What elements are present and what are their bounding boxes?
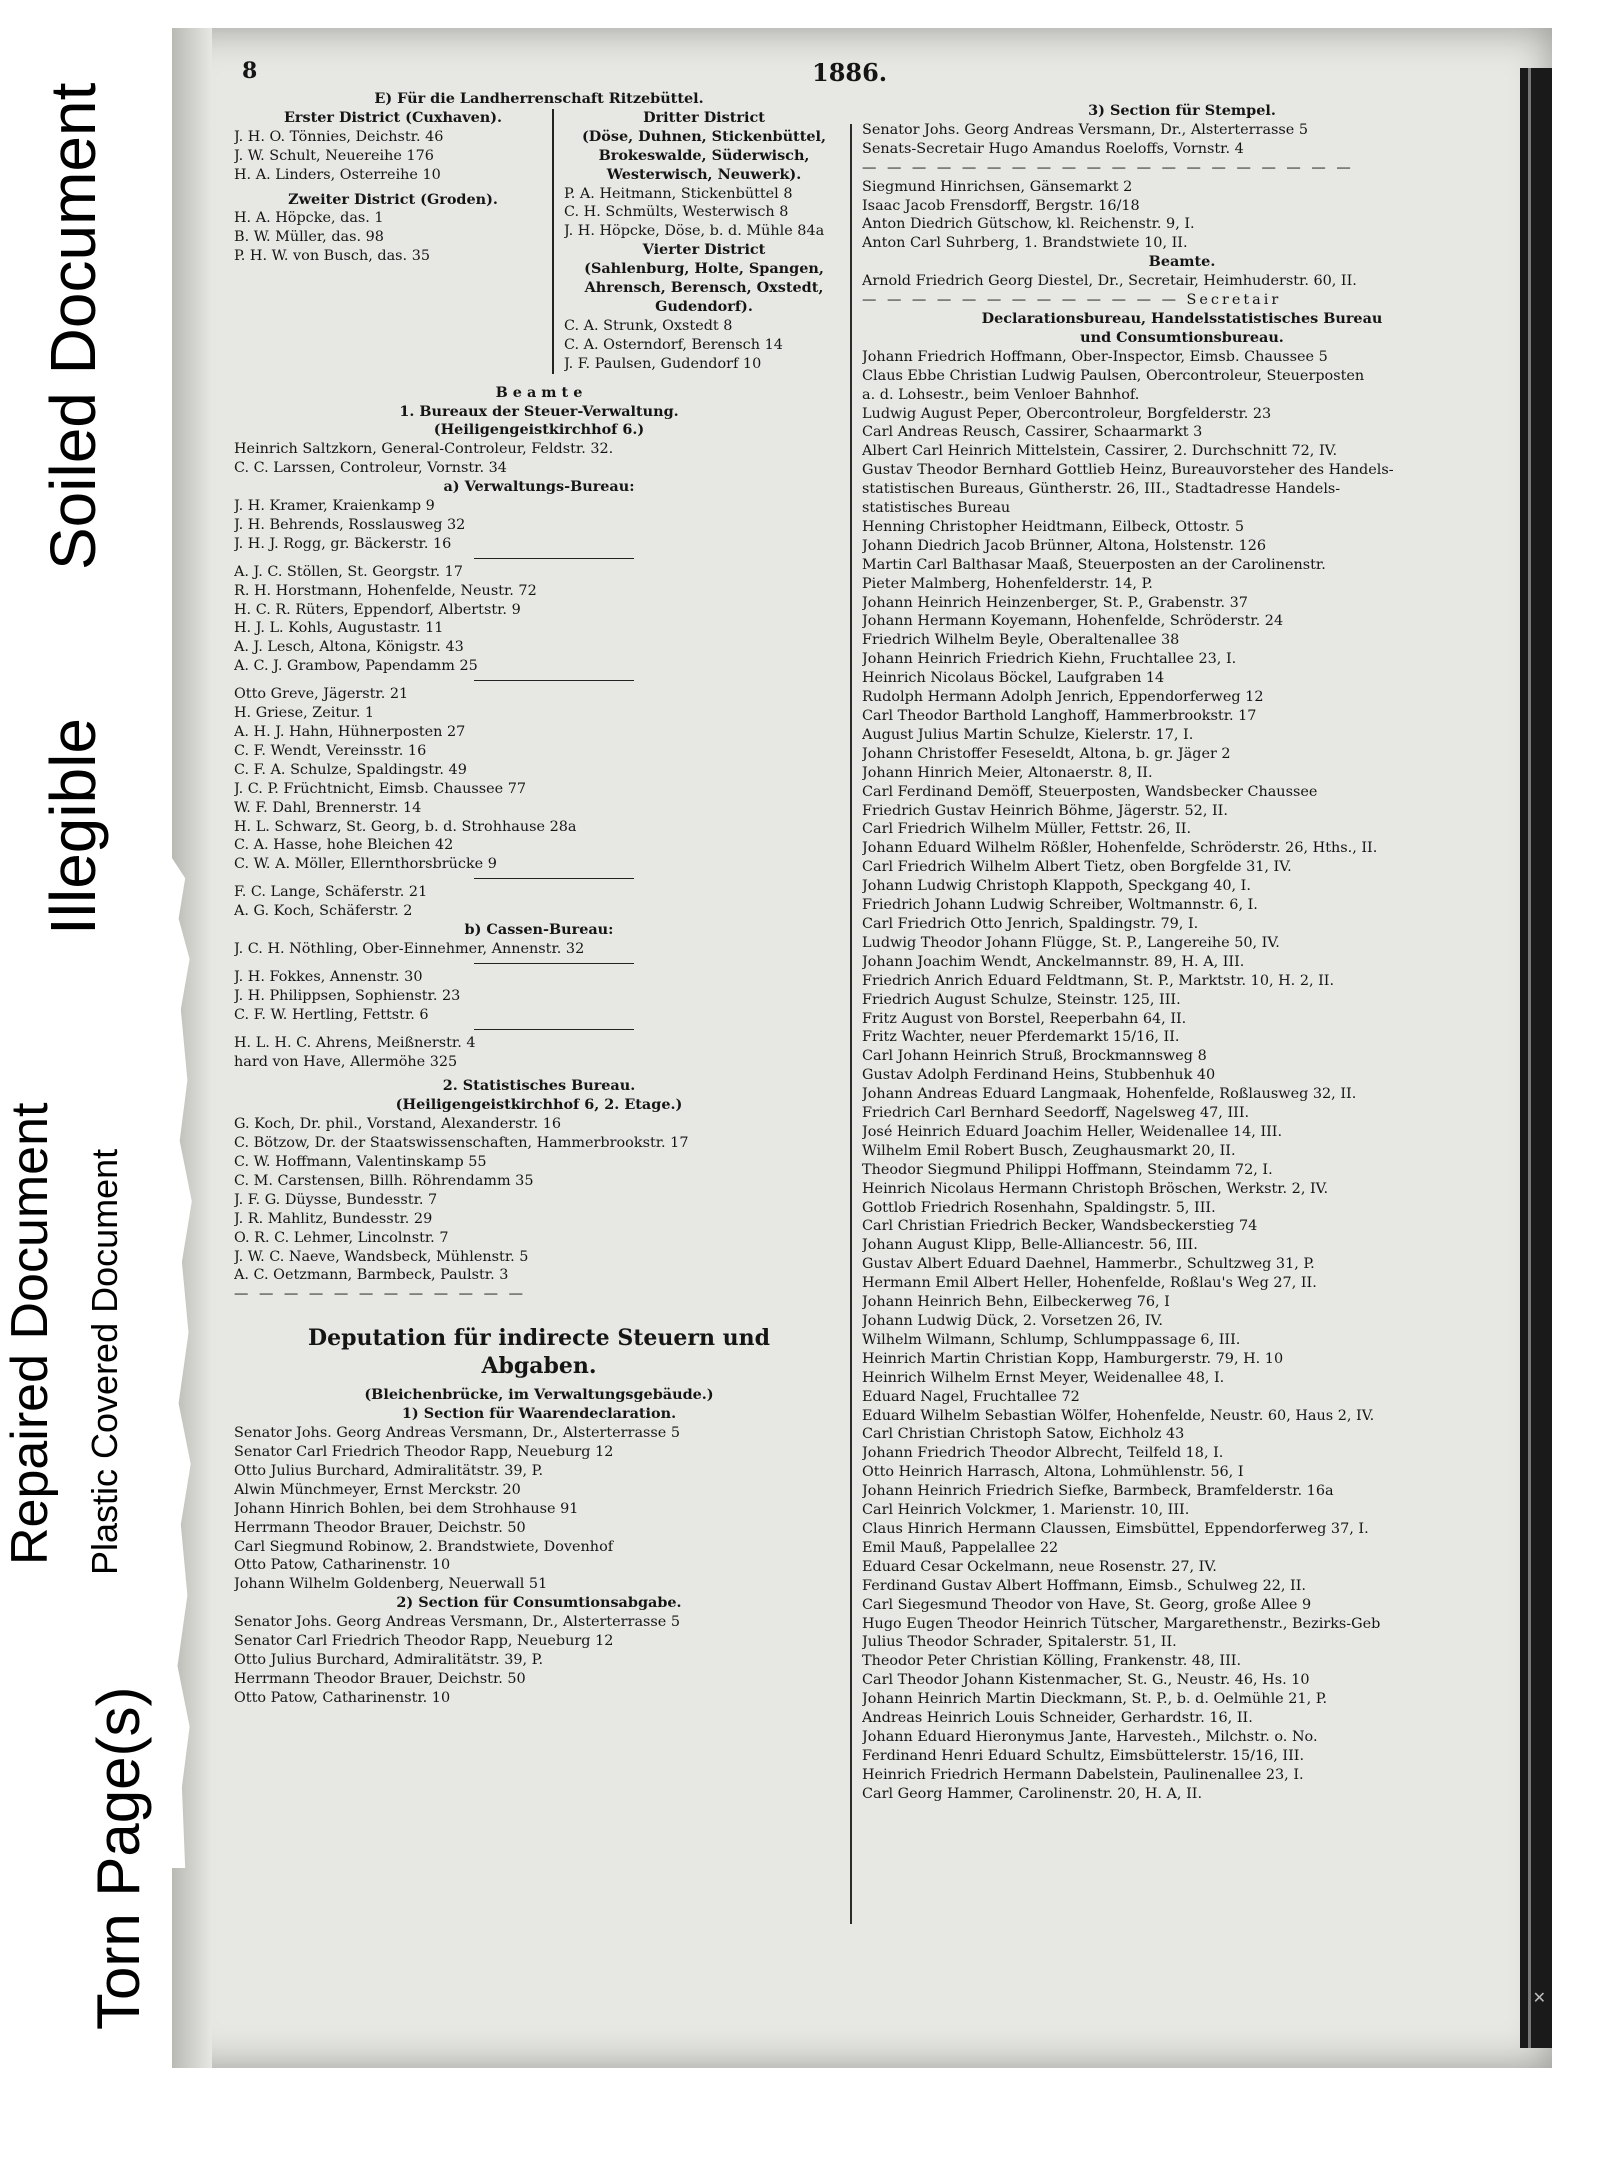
official-list (234, 497, 844, 554)
entry-line: Friedrich August Schulze, Steinstr. 125, III. (862, 991, 1181, 1008)
entry-line: Gustav Adolph Ferdinand Heins, Stubbenhuk 40 (862, 1067, 1216, 1084)
entry-line: Fritz Wachter, neuer Pferdemarkt 15/16, II. (862, 1029, 1180, 1046)
divider (474, 963, 634, 964)
deputation-heading-cont: Abgaben. (481, 1353, 597, 1380)
bureau-heading-cont: und Consumtionsbureau. (1080, 328, 1284, 346)
official-list (862, 348, 1502, 1804)
label-illegible: Illegible (37, 717, 109, 935)
entry-line: J. C. H. Nöthling, Ober-Einnehmer, Annenstr. 32 (234, 940, 585, 957)
entry-line: H. L. H. C. Ahrens, Meißnerstr. 4 (234, 1034, 476, 1051)
entry-line: Anton Diedrich Gütschow, kl. Reichenstr. 9, I. (862, 216, 1195, 233)
entry-line: Gustav Albert Eduard Daehnel, Hammerbr., Schultzweg 31, P. (862, 1256, 1315, 1273)
district-list (234, 209, 552, 266)
section-title: 1) Section für Waarendeclaration. (401, 1405, 677, 1423)
entry-line: Johann Heinrich Martin Dieckmann, St. P., b. d. Oelmühle 21, P. (862, 1691, 1328, 1708)
entry-line: C. A. Hasse, hohe Bleichen 42 (234, 837, 454, 854)
entry-line: A. H. J. Hahn, Hühnerposten 27 (234, 724, 466, 740)
member-list (234, 1424, 844, 1594)
entry-line: Herrmann Theodor Brauer, Deichstr. 50 (234, 1670, 526, 1687)
entry-line: J. C. P. Früchtnicht, Eimsb. Chaussee 77 (234, 780, 527, 797)
entry-line: Heinrich Nicolaus Böckel, Laufgraben 14 (862, 670, 1165, 687)
label-plastic-covered-document: Plastic Covered Document (84, 1148, 125, 1575)
entry-line: J. H. Philippsen, Sophienstr. 23 (234, 987, 461, 1004)
district-subtitle: Brokeswalde, Süderwisch, (598, 146, 810, 164)
entry-line: Wilhelm Emil Robert Busch, Zeughausmarkt 20, II. (862, 1142, 1236, 1159)
entry-line: A. J. Lesch, Altona, Königstr. 43 (234, 639, 464, 656)
entry-line: Carl Theodor Johann Kistenmacher, St. G., Neustr. 46, Hs. 10 (862, 1672, 1310, 1689)
entry-line: H. A. Höpcke, das. 1 (234, 210, 384, 227)
entry-line: A. J. C. Stöllen, St. Georgstr. 17 (234, 563, 463, 580)
deputation-heading: Deputation für indirecte Steuern und (308, 1325, 770, 1352)
official-list (862, 272, 1502, 291)
page-year: 1886. (812, 58, 888, 87)
entry-line: Johann Andreas Eduard Langmaak, Hohenfelde, Roßlausweg 32, II. (862, 1086, 1357, 1103)
entry-line: Johann Eduard Wilhelm Rößler, Hohenfelde, Schröderstr. 26, Hths., II. (862, 840, 1378, 857)
entry-line: Julius Theodor Schrader, Spitalerstr. 51, II. (862, 1634, 1177, 1651)
entry-line: Carl Friedrich Wilhelm Müller, Fettstr. 26, II. (862, 821, 1192, 838)
column-divider (850, 124, 852, 1924)
entry-line: Senator Johs. Georg Andreas Versmann, Dr., Alsterterrasse 5 (234, 1614, 681, 1631)
bureau-address: (Heiligengeistkirchhof 6, 2. Etage.) (395, 1096, 683, 1114)
entry-line: Friedrich Johann Ludwig Schreiber, Woltmannstr. 6, I. (862, 897, 1258, 914)
divider (474, 680, 634, 681)
right-column (862, 102, 1502, 1804)
entry-line: Johann Hermann Koyemann, Hohenfelde, Schröderstr. 24 (862, 613, 1284, 630)
entry-line: C. H. Schmülts, Westerwisch 8 (564, 204, 789, 221)
entry-line: A. G. Koch, Schäferstr. 2 (234, 903, 413, 920)
member-list (862, 121, 1502, 159)
entry-line: Friedrich Carl Bernhard Seedorff, Nagelsweg 47, III. (862, 1105, 1250, 1122)
entry-line: A. C. Oetzmann, Barmbeck, Paulstr. 3 (234, 1267, 509, 1284)
entry-line: Fritz August von Borstel, Reeperbahn 64, II. (862, 1010, 1187, 1027)
entry-line: Anton Carl Suhrberg, 1. Brandstwiete 10, II. (862, 235, 1188, 252)
entry-line: Johann Heinrich Behn, Eilbeckerweg 76, I (862, 1294, 1170, 1311)
entry-line: Heinrich Friedrich Hermann Dabelstein, Paulinenallee 23, I. (862, 1766, 1304, 1783)
entry-line: a. d. Lohsestr., beim Venloer Bahnhof. (862, 386, 1140, 403)
entry-line: Albert Carl Heinrich Mittelstein, Cassirer, 2. Durchschnitt 72, IV. (862, 443, 1338, 460)
entry-line: Siegmund Hinrichsen, Gänsemarkt 2 (862, 178, 1133, 195)
bureau-heading: 2. Statistisches Bureau. (442, 1077, 636, 1095)
subsection-heading: b) Cassen-Bureau: (464, 921, 614, 939)
entry-line: Carl Siegesmund Theodor von Have, St. Georg, große Allee 9 (862, 1596, 1312, 1613)
entry-line: Heinrich Martin Christian Kopp, Hamburgerstr. 79, H. 10 (862, 1350, 1284, 1367)
entry-line: Johann Friedrich Hoffmann, Ober-Inspector, Eimsb. Chaussee 5 (862, 348, 1328, 365)
district-subtitle: (Sahlenburg, Holte, Spangen, (584, 260, 824, 278)
entry-line: Carl Christian Friedrich Becker, Wandsbeckerstieg 74 (862, 1218, 1258, 1235)
entry-line: A. C. J. Grambow, Papendamm 25 (234, 658, 478, 675)
entry-line: Arnold Friedrich Georg Diestel, Dr., Secretair, Heimhuderstr. 60, II. (862, 273, 1357, 290)
entry-line: Friedrich Gustav Heinrich Böhme, Jägerstr. 52, II. (862, 802, 1228, 819)
entry-line: Johann Diedrich Jacob Brünner, Altona, Holstenstr. 126 (862, 537, 1267, 554)
entry-line: C. F. A. Schulze, Spaldingstr. 49 (234, 761, 467, 778)
secretair-line: — — — — — — — — — — — — — Secretair (862, 292, 1282, 309)
divider (474, 1029, 634, 1030)
entry-line: Johann Hinrich Bohlen, bei dem Strohhause 91 (234, 1500, 579, 1517)
entry-line: Otto Julius Burchard, Admiralitätstr. 39, P. (234, 1462, 544, 1479)
entry-line: J. W. Schult, Neuereihe 176 (234, 147, 434, 164)
entry-line: Johann Wilhelm Goldenberg, Neuerwall 51 (234, 1576, 548, 1593)
entry-line: G. Koch, Dr. phil., Vorstand, Alexanderstr. 16 (234, 1116, 562, 1133)
entry-line: C. F. Wendt, Vereinsstr. 16 (234, 742, 427, 759)
label-soiled-document: Soiled Document (37, 82, 109, 570)
entry-line: Carl Andreas Reusch, Cassirer, Schaarmarkt 3 (862, 424, 1203, 441)
deputation-address: (Bleichenbrücke, im Verwaltungsgebäude.) (364, 1386, 714, 1404)
entry-line: C. M. Carstensen, Billh. Röhrendamm 35 (234, 1172, 534, 1189)
entry-line: Eduard Wilhelm Sebastian Wölfer, Hohenfelde, Neustr. 60, Haus 2, IV. (862, 1407, 1375, 1424)
entry-line: Johann August Klipp, Belle-Alliancestr. 56, III. (862, 1237, 1198, 1254)
entry-line: J. H. O. Tönnies, Deichstr. 46 (234, 128, 444, 145)
entry-line: Hugo Eugen Theodor Heinrich Tütscher, Margarethenstr., Bezirks-Geb (862, 1615, 1381, 1632)
entry-line: H. Griese, Zeitur. 1 (234, 705, 375, 722)
district-title: Zweiter District (Groden). (288, 190, 498, 208)
district-title: Dritter District (643, 108, 765, 126)
entry-line: Johann Eduard Hieronymus Jante, Harvesteh., Milchstr. o. No. (862, 1728, 1318, 1745)
entry-line: Theodor Siegmund Philippi Hoffmann, Steindamm 72, I. (862, 1161, 1273, 1178)
entry-line: Carl Friedrich Wilhelm Albert Tietz, oben Borgfelde 31, IV. (862, 859, 1292, 876)
entry-line: Theodor Peter Christian Kölling, Frankenstr. 48, III. (862, 1653, 1242, 1670)
entry-line: J. R. Mahlitz, Bundesstr. 29 (234, 1210, 433, 1227)
scanned-page (172, 28, 1552, 2068)
entry-line: Carl Christian Christoph Satow, Eichholz 43 (862, 1426, 1185, 1443)
entry-line: Ferdinand Gustav Albert Hoffmann, Eimsb., Schulweg 22, II. (862, 1577, 1306, 1594)
official-list (234, 940, 844, 959)
official-list (234, 968, 844, 1025)
label-repaired-document: Repaired Document (1, 1102, 59, 1565)
entry-line: Johann Hinrich Meier, Altonaerstr. 8, II. (862, 764, 1153, 781)
entry-line: W. F. Dahl, Brennerstr. 14 (234, 799, 422, 816)
bureau-address: (Heiligengeistkirchhof 6.) (433, 421, 645, 439)
entry-line: Claus Hinrich Hermann Claussen, Eimsbüttel, Eppendorferweg 37, I. (862, 1520, 1369, 1537)
entry-line: Carl Siegmund Robinow, 2. Brandstwiete, Dovenhof (234, 1538, 614, 1555)
entry-line: Carl Heinrich Volckmer, 1. Marienstr. 10, III. (862, 1502, 1190, 1519)
entry-line: Otto Julius Burchard, Admiralitätstr. 39, P. (234, 1651, 544, 1668)
entry-line: P. H. W. von Busch, das. 35 (234, 248, 431, 265)
entry-line: Otto Heinrich Harrasch, Altona, Lohmühlenstr. 56, I (862, 1464, 1244, 1481)
entry-line: José Heinrich Eduard Joachim Heller, Weidenallee 14, III. (862, 1123, 1283, 1140)
entry-line: J. H. J. Rogg, gr. Bäckerstr. 16 (234, 535, 452, 552)
entry-line: statistischen Bureaus, Güntherstr. 26, III., Stadtadresse Handels- (862, 481, 1341, 498)
entry-line: Claus Ebbe Christian Ludwig Paulsen, Obercontroleur, Steuerposten (862, 367, 1365, 384)
entry-line: C. C. Larssen, Controleur, Vornstr. 34 (234, 460, 507, 477)
official-list (234, 563, 844, 676)
entry-line: Heinrich Saltzkorn, General-Controleur, Feldstr. 32. (234, 441, 614, 458)
district-subtitle: Gudendorf). (655, 297, 753, 315)
entry-line: Carl Friedrich Otto Jenrich, Spaldingstr. 79, I. (862, 915, 1199, 932)
entry-line: Eduard Cesar Ockelmann, neue Rosenstr. 27, IV. (862, 1558, 1217, 1575)
entry-line: August Julius Martin Schulze, Kielerstr. 17, I. (862, 726, 1194, 743)
entry-line: Rudolph Hermann Adolph Jenrich, Eppendorferweg 12 (862, 689, 1264, 706)
entry-line: statistisches Bureau (862, 500, 1011, 517)
entry-line: Gottlob Friedrich Rosenhahn, Spaldingstr. 5, III. (862, 1199, 1216, 1216)
entry-line: Andreas Heinrich Louis Schneider, Gerhardstr. 16, II. (862, 1710, 1253, 1727)
official-list (234, 1115, 844, 1285)
divider (474, 558, 634, 559)
entry-line: H. C. R. Rüters, Eppendorf, Albertstr. 9 (234, 601, 521, 618)
entry-line: Heinrich Wilhelm Ernst Meyer, Weidenallee 48, I. (862, 1369, 1225, 1386)
entry-line: Senator Carl Friedrich Theodor Rapp, Neueburg 12 (234, 1444, 614, 1460)
entry-line: J. W. C. Naeve, Wandsbeck, Mühlenstr. 5 (234, 1248, 529, 1265)
official-list (234, 883, 844, 921)
entry-line: Emil Mauß, Pappelallee 22 (862, 1539, 1059, 1556)
entry-line: hard von Have, Allermöhe 325 (234, 1053, 458, 1070)
entry-line: Gustav Theodor Bernhard Gottlieb Heinz, Bureauvorsteher des Handels- (862, 462, 1394, 479)
subsection-heading: a) Verwaltungs-Bureau: (443, 478, 635, 496)
section-heading: E) Für die Landherrenschaft Ritzebüttel. (374, 90, 704, 107)
entry-line: Hermann Emil Albert Heller, Hohenfelde, Roßlau's Weg 27, II. (862, 1275, 1317, 1292)
entry-line: J. H. Höpcke, Döse, b. d. Mühle 84a (564, 223, 825, 240)
entry-line: Heinrich Nicolaus Hermann Christoph Bröschen, Werkstr. 2, IV. (862, 1180, 1329, 1197)
district-left (234, 109, 552, 374)
beamte-heading: Beamte. (1148, 253, 1216, 271)
official-list (234, 440, 844, 478)
entry-line: Eduard Nagel, Fruchtallee 72 (862, 1388, 1080, 1405)
entry-line: J. F. G. Düysse, Bundesstr. 7 (234, 1191, 438, 1208)
dash-line: — — — — — — — — — — — — (234, 1286, 527, 1303)
entry-line: Senator Johs. Georg Andreas Versmann, Dr., Alsterterrasse 5 (234, 1425, 681, 1442)
folio-mark: ✕ (1532, 1988, 1546, 2007)
district-list (564, 317, 844, 374)
entry-line: Ferdinand Henri Eduard Schultz, Eimsbüttelerstr. 15/16, III. (862, 1747, 1305, 1764)
entry-line: Henning Christopher Heidtmann, Eilbeck, Ottostr. 5 (862, 518, 1245, 535)
entry-line: Friedrich Wilhelm Beyle, Oberaltenallee 38 (862, 632, 1180, 649)
section-title: 2) Section für Consumtionsabgabe. (396, 1594, 682, 1612)
entry-line: Senator Johs. Georg Andreas Versmann, Dr., Alsterterrasse 5 (862, 121, 1309, 138)
entry-line: H. A. Linders, Osterreihe 10 (234, 166, 441, 183)
entry-line: Otto Patow, Catharinenstr. 10 (234, 1689, 451, 1706)
entry-line: Otto Patow, Catharinenstr. 10 (234, 1557, 451, 1574)
divider (474, 878, 634, 879)
entry-line: J. H. Fokkes, Annenstr. 30 (234, 968, 423, 985)
entry-line: J. F. Paulsen, Gudendorf 10 (564, 355, 762, 372)
entry-line: Pieter Malmberg, Hohenfelderstr. 14, P. (862, 575, 1153, 592)
district-subtitle: (Döse, Duhnen, Stickenbüttel, (582, 127, 826, 145)
entry-line: Carl Georg Hammer, Carolinenstr. 20, H. A, II. (862, 1785, 1203, 1802)
entry-line: Johann Heinrich Friedrich Siefke, Barmbeck, Bramfelderstr. 16a (862, 1483, 1334, 1500)
official-list (234, 685, 844, 874)
entry-line: Carl Ferdinand Demöff, Steuerposten, Wandsbecker Chaussee (862, 783, 1318, 800)
bureau-heading: 1. Bureaux der Steuer-Verwaltung. (399, 402, 679, 420)
bureau-heading: Declarationsbureau, Handelsstatistisches Bureau (981, 309, 1383, 327)
entry-line: Senator Carl Friedrich Theodor Rapp, Neueburg 12 (234, 1633, 614, 1650)
member-list (234, 1613, 844, 1708)
beamte-heading: B e a m t e (495, 383, 583, 401)
district-title: Vierter District (642, 241, 766, 259)
torn-edge (172, 858, 194, 1868)
dash-line: — — — — — — — — — — — — — — — — — — — — (862, 159, 1354, 176)
entry-line: P. A. Heitmann, Stickenbüttel 8 (564, 185, 793, 202)
entry-line: F. C. Lange, Schäferstr. 21 (234, 884, 428, 901)
entry-line: Wilhelm Wilmann, Schlump, Schlumppassage 6, III. (862, 1331, 1241, 1348)
entry-line: C. F. W. Hertling, Fettstr. 6 (234, 1006, 429, 1023)
entry-line: Herrmann Theodor Brauer, Deichstr. 50 (234, 1519, 526, 1536)
entry-line: Johann Joachim Wendt, Anckelmannstr. 89, H. A, III. (862, 953, 1245, 970)
entry-line: Johann Heinrich Friedrich Kiehn, Fruchtallee 23, I. (862, 651, 1237, 668)
entry-line: C. A. Osterndorf, Berensch 14 (564, 336, 783, 353)
official-list (234, 1034, 844, 1072)
entry-line: C. A. Strunk, Oxstedt 8 (564, 317, 733, 334)
district-subtitle: Ahrensch, Berensch, Oxstedt, (584, 279, 824, 297)
section-title: 3) Section für Stempel. (1088, 102, 1276, 119)
entry-line: B. W. Müller, das. 98 (234, 229, 384, 246)
entry-line: Alwin Münchmeyer, Ernst Merckstr. 20 (234, 1481, 521, 1498)
entry-line: Isaac Jacob Frensdorff, Bergstr. 16/18 (862, 197, 1140, 214)
entry-line: Otto Greve, Jägerstr. 21 (234, 686, 409, 703)
district-list (234, 128, 552, 185)
entry-line: Senats-Secretair Hugo Amandus Roeloffs, Vornstr. 4 (862, 140, 1244, 157)
entry-line: Johann Heinrich Heinzenberger, St. P., Grabenstr. 37 (862, 594, 1248, 611)
page-number: 8 (242, 58, 258, 84)
entry-line: Johann Ludwig Christoph Klappoth, Speckgang 40, I. (862, 878, 1251, 895)
entry-line: C. W. Hoffmann, Valentinskamp 55 (234, 1154, 487, 1171)
entry-line: Carl Theodor Barthold Langhoff, Hammerbrookstr. 17 (862, 708, 1257, 724)
entry-line: Friedrich Anrich Eduard Feldtmann, St. P., Marktstr. 10, H. 2, II. (862, 972, 1335, 989)
entry-line: R. H. Horstmann, Hohenfelde, Neustr. 72 (234, 582, 537, 599)
entry-line: J. H. Behrends, Rosslausweg 32 (234, 516, 466, 533)
entry-line: H. L. Schwarz, St. Georg, b. d. Strohhause 28a (234, 818, 577, 835)
entry-line: C. Bötzow, Dr. der Staatswissenschaften, Hammerbrookstr. 17 (234, 1135, 689, 1152)
entry-line: Johann Christoffer Feseseldt, Altona, b. gr. Jäger 2 (862, 745, 1231, 762)
left-column (234, 90, 844, 1708)
entry-line: H. J. L. Kohls, Augustastr. 11 (234, 620, 444, 637)
entry-line: Johann Friedrich Theodor Albrecht, Teilfeld 18, I. (862, 1445, 1224, 1462)
district-subtitle: Westerwisch, Neuwerk). (606, 165, 802, 183)
district-table (234, 109, 844, 374)
entry-line: J. H. Kramer, Kraienkamp 9 (234, 498, 435, 515)
entry-line: C. W. A. Möller, Ellernthorsbrücke 9 (234, 856, 497, 873)
entry-line: O. R. C. Lehmer, Lincolnstr. 7 (234, 1229, 449, 1246)
entry-line: Martin Carl Balthasar Maaß, Steuerposten an der Carolinenstr. (862, 556, 1326, 573)
district-list (564, 185, 844, 242)
entry-line: Ludwig Theodor Johann Flügge, St. P., Langereihe 50, IV. (862, 934, 1280, 951)
entry-line: Johann Ludwig Dück, 2. Vorsetzen 26, IV. (862, 1313, 1164, 1329)
entry-line: Ludwig August Peper, Obercontroleur, Borgfelderstr. 23 (862, 405, 1272, 422)
district-title: Erster District (Cuxhaven). (283, 108, 503, 126)
entry-line: Carl Johann Heinrich Struß, Brockmannsweg 8 (862, 1048, 1207, 1065)
book-binding (1520, 68, 1552, 2048)
district-right (552, 109, 844, 374)
member-list (862, 178, 1502, 254)
label-torn-pages: Torn Page(s) (85, 1686, 152, 2030)
